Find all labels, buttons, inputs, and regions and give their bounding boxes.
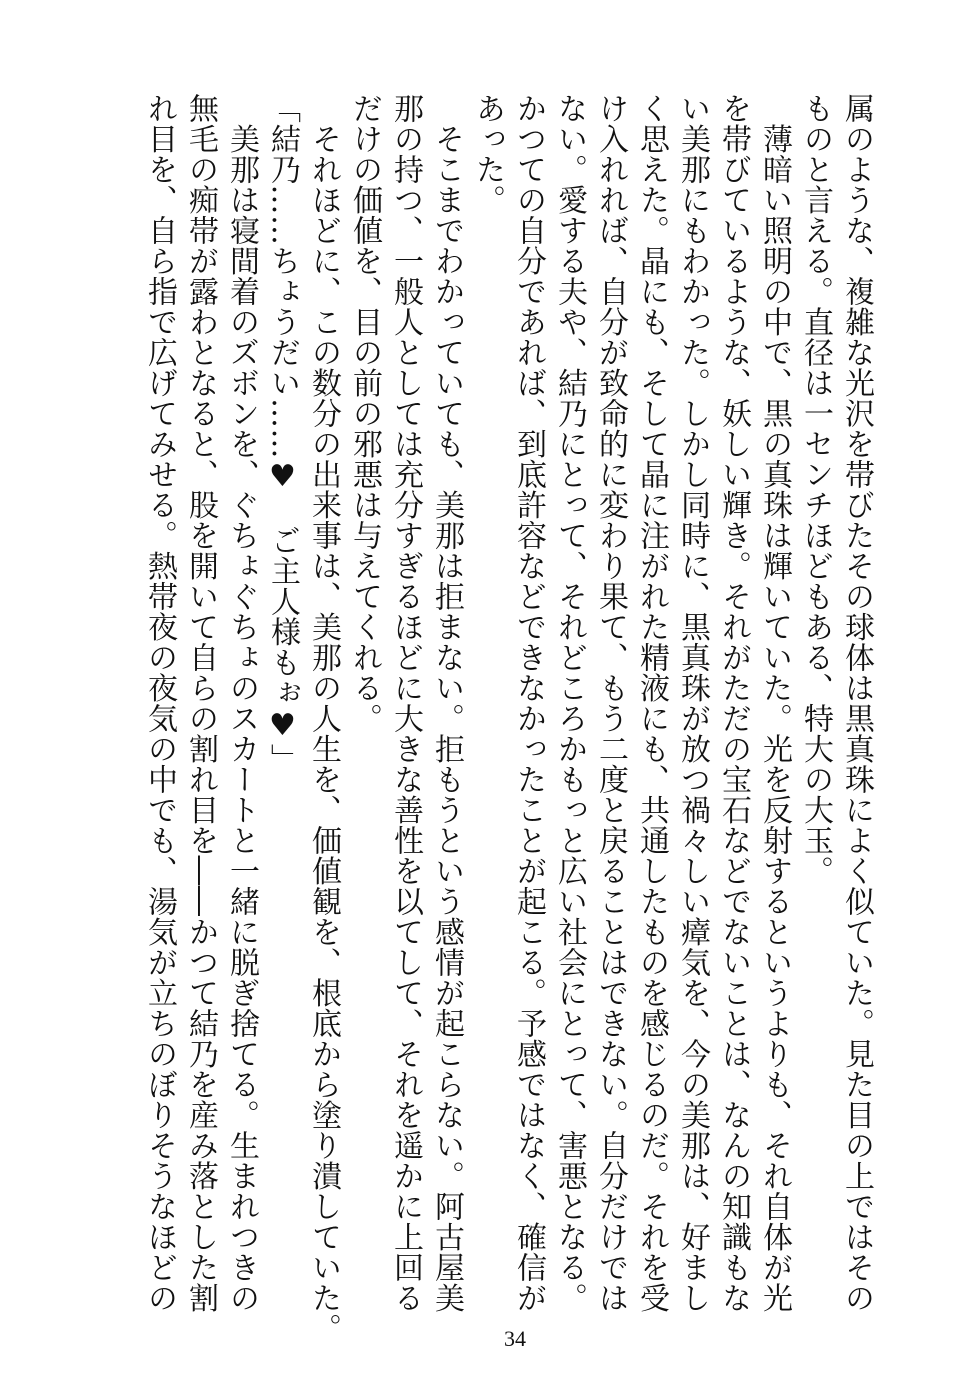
text-line: あった。 [470,93,505,215]
text-line: く思えた。晶にも、そして晶に注がれた精液にも、共通したものを感じるのだ。それを受 [634,93,669,1313]
text-line: 美那は寝間着のズボンを、ぐちょぐちょのスカートと一緒に脱ぎ捨てる。生まれつきの [224,93,259,1313]
text-line: 無毛の痴帯が露わとなると、股を開いて自らの割れ目を――かつて結乃を産み落とした割 [183,93,218,1313]
page-number: 34 [504,1326,526,1351]
text-line: 薄暗い照明の中で、黒の真珠は輝いていた。光を反射するというよりも、それ自体が光 [757,93,792,1313]
text-line: だけの価値を、目の前の邪悪は与えてくれる。 [347,93,382,734]
text-line: け入れれば、自分が致命的に変わり果て、もう二度と戻ることはできない。自分だけでは [593,93,628,1313]
text-line: かつての自分であれば、到底許容などできなかったことが起こる。予感ではなく、確信が [511,93,546,1313]
text-line: ない。愛する夫や、結乃にとって、それどころかもっと広い社会にとって、害悪となる。 [552,93,587,1313]
text-line: 「結乃……ちょうだい……♥ ご主人様もぉ♥」 [265,93,300,774]
text-line: い美那にもわかった。しかし同時に、黒真珠が放つ禍々しい瘴気を、今の美那は、好まし [675,93,710,1313]
text-line: それほどに、この数分の出来事は、美那の人生を、価値観を、根底から塗り潰していた。 [306,93,341,1344]
text-line: を帯びているような、妖しい輝き。それがただの宝石などでないことは、なんの知識もな [716,93,751,1313]
text-line: そこまでわかっていても、美那は拒まない。拒もうという感情が起こらない。阿古屋美 [429,93,464,1313]
text-line: 属のような、複雑な光沢を帯びたその球体は黒真珠によく似ていた。見た目の上ではその [839,93,874,1313]
text-line: ものと言える。直径は一センチほどもある、特大の大玉。 [798,93,833,886]
text-line: れ目を、自ら指で広げてみせる。熱帯夜の夜気の中でも、湯気が立ちのぼりそうなほどの [142,93,177,1313]
text-line: 那の持つ、一般人としては充分すぎるほどに大きな善性を以てして、それを遥かに上回る [388,93,423,1313]
